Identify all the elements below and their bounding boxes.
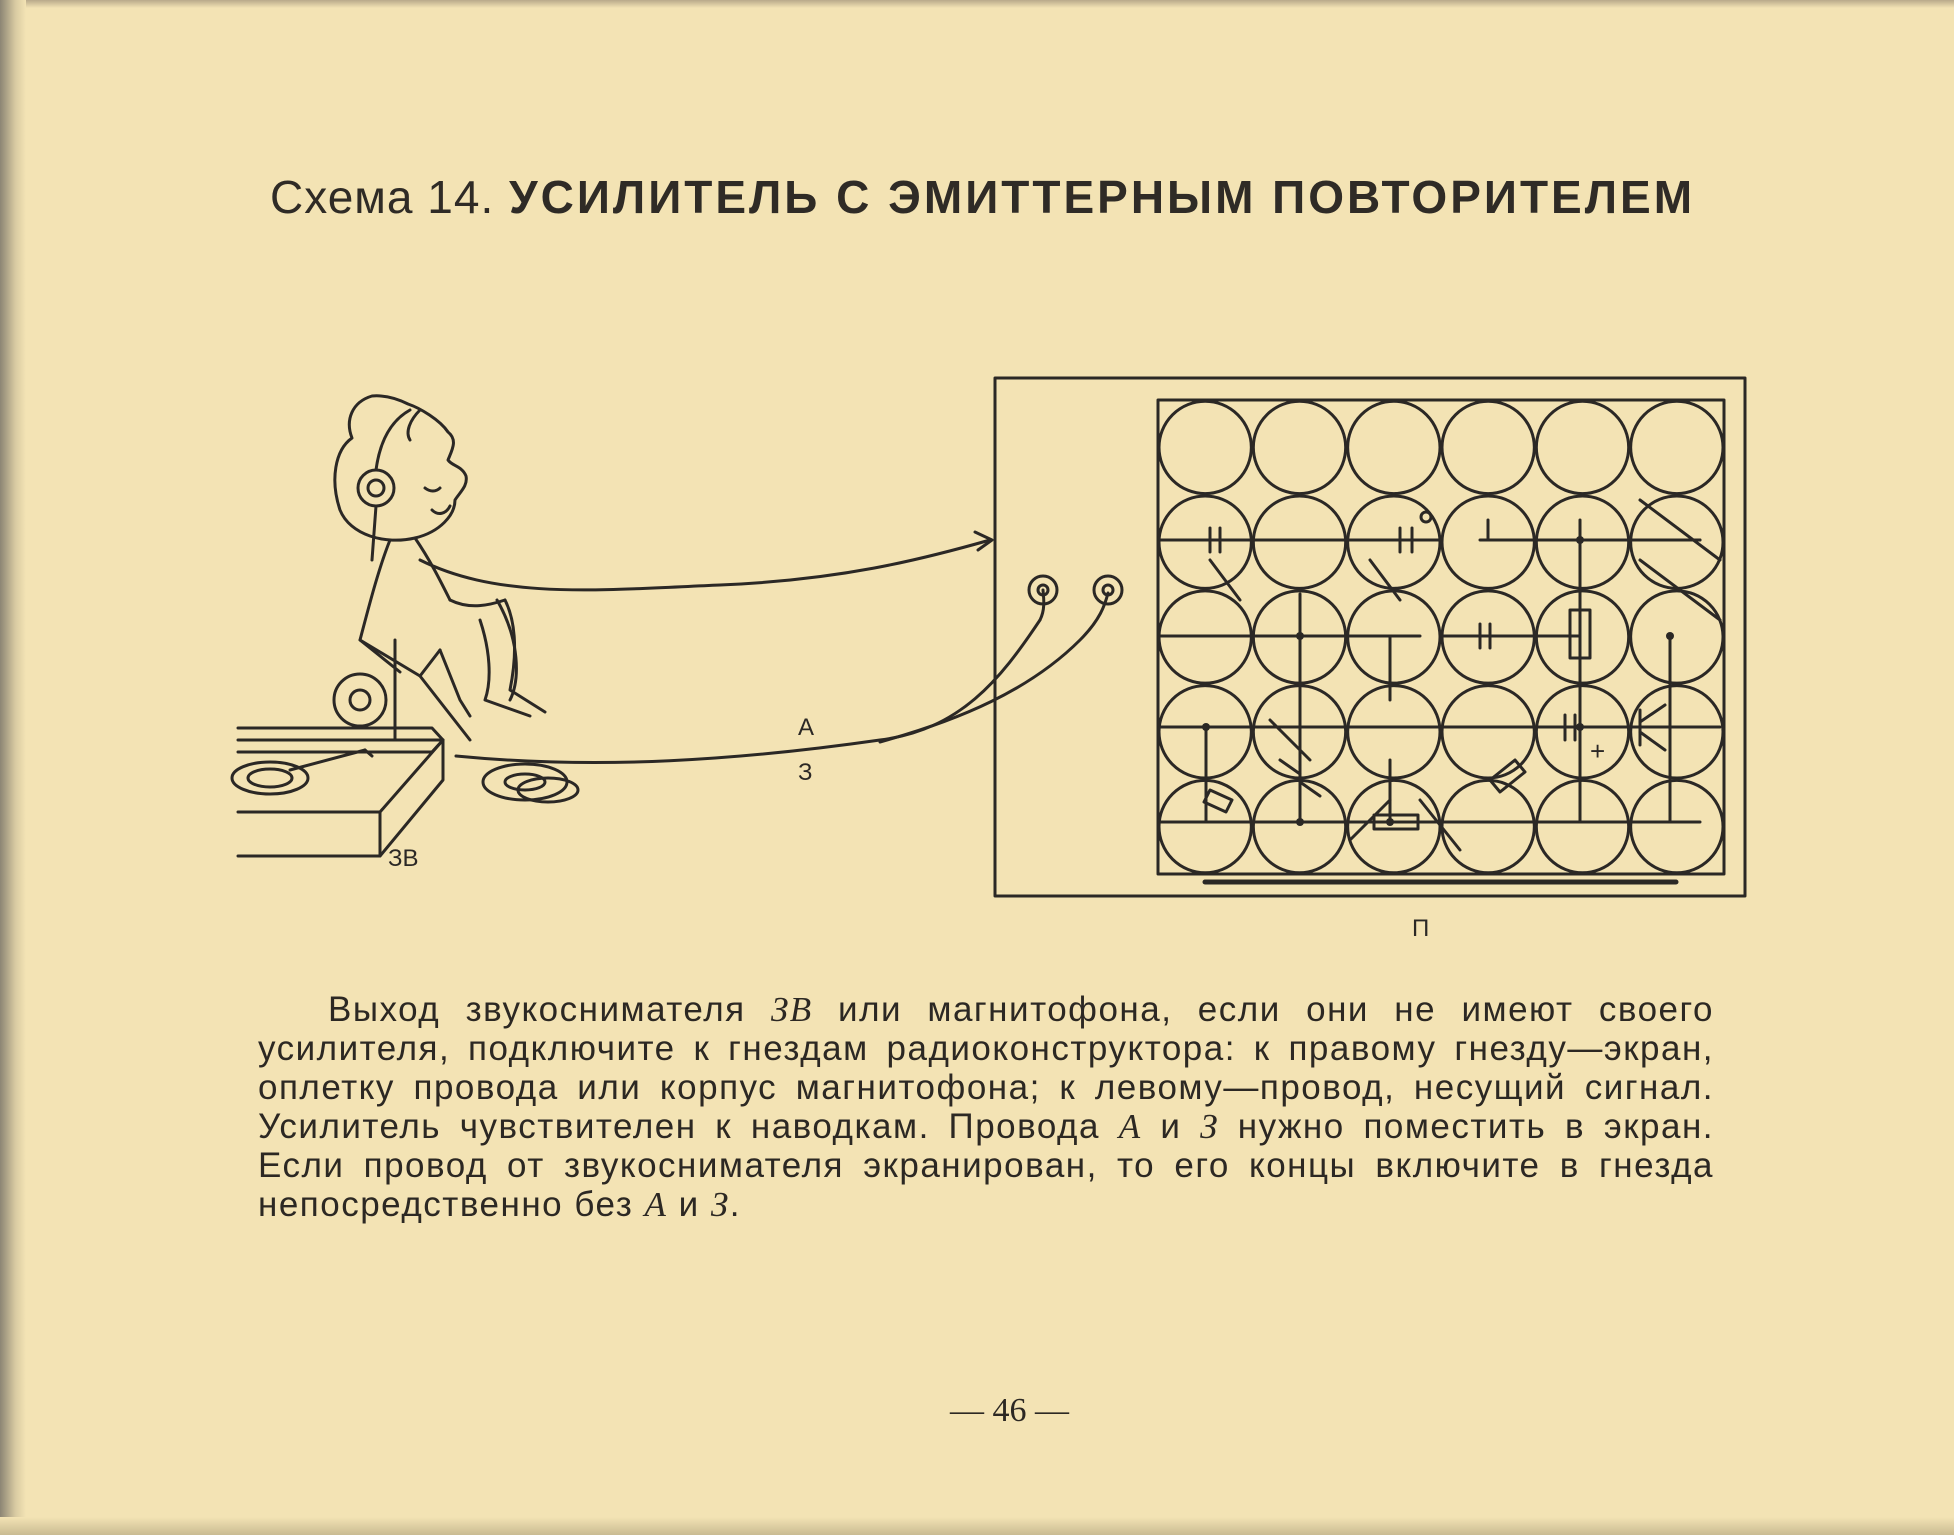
capacitors bbox=[1210, 512, 1575, 740]
scheme-title: УСИЛИТЕЛЬ С ЭМИТТЕРНЫМ ПОВТОРИТЕЛЕМ bbox=[509, 171, 1696, 223]
board-socket bbox=[1348, 496, 1440, 588]
board-socket bbox=[1159, 401, 1251, 493]
board-socket bbox=[1631, 591, 1723, 683]
label-panel: П bbox=[1412, 915, 1430, 942]
board-socket bbox=[1442, 496, 1534, 588]
ref-wire-a: А bbox=[1118, 1107, 1142, 1146]
scheme-number: Схема 14. bbox=[270, 171, 495, 223]
board-socket bbox=[1253, 401, 1345, 493]
ref-wire-z: З bbox=[1200, 1107, 1219, 1146]
board-socket bbox=[1348, 401, 1440, 493]
body-paragraph: Выход звукоснимателя ЗВ или магнитофона, если они не имеют своего усилителя, подключите к гнездам радиоконструктора: к правому гнезду—экран, оплетку провода или корпус магнитофона; к левому—провод, несущий сигнал. Усилитель чувствителен к наводкам. Провода А и З нужно поместить в экран. Если провод от звукоснимателя экранирован, то его концы включите в гнезда непосредственно без А и З. bbox=[258, 990, 1714, 1224]
board-socket bbox=[1631, 780, 1723, 872]
board-socket bbox=[1159, 496, 1251, 588]
ref-pickup: ЗВ bbox=[770, 990, 813, 1029]
board-socket bbox=[1253, 496, 1345, 588]
page-number: — 46 — bbox=[950, 1392, 1069, 1429]
board-socket bbox=[1442, 401, 1534, 493]
signal-cable bbox=[420, 532, 1108, 763]
ref-wire-z-2: З bbox=[710, 1185, 730, 1224]
board-socket bbox=[1631, 401, 1723, 493]
board-socket bbox=[1536, 686, 1628, 778]
board-socket bbox=[1442, 780, 1534, 872]
board-socket bbox=[1536, 401, 1628, 493]
board-socket bbox=[1348, 686, 1440, 778]
label-pickup: ЗВ bbox=[388, 845, 419, 872]
board-socket bbox=[1442, 686, 1534, 778]
label-wire-z: З bbox=[798, 759, 813, 786]
turntable bbox=[232, 728, 443, 856]
plus-sign: + bbox=[1590, 736, 1606, 766]
ref-wire-a-2: А bbox=[644, 1185, 668, 1224]
board-socket bbox=[1631, 496, 1723, 588]
board-socket bbox=[1536, 780, 1628, 872]
board-socket bbox=[1631, 686, 1723, 778]
label-wire-a: А bbox=[798, 714, 815, 741]
